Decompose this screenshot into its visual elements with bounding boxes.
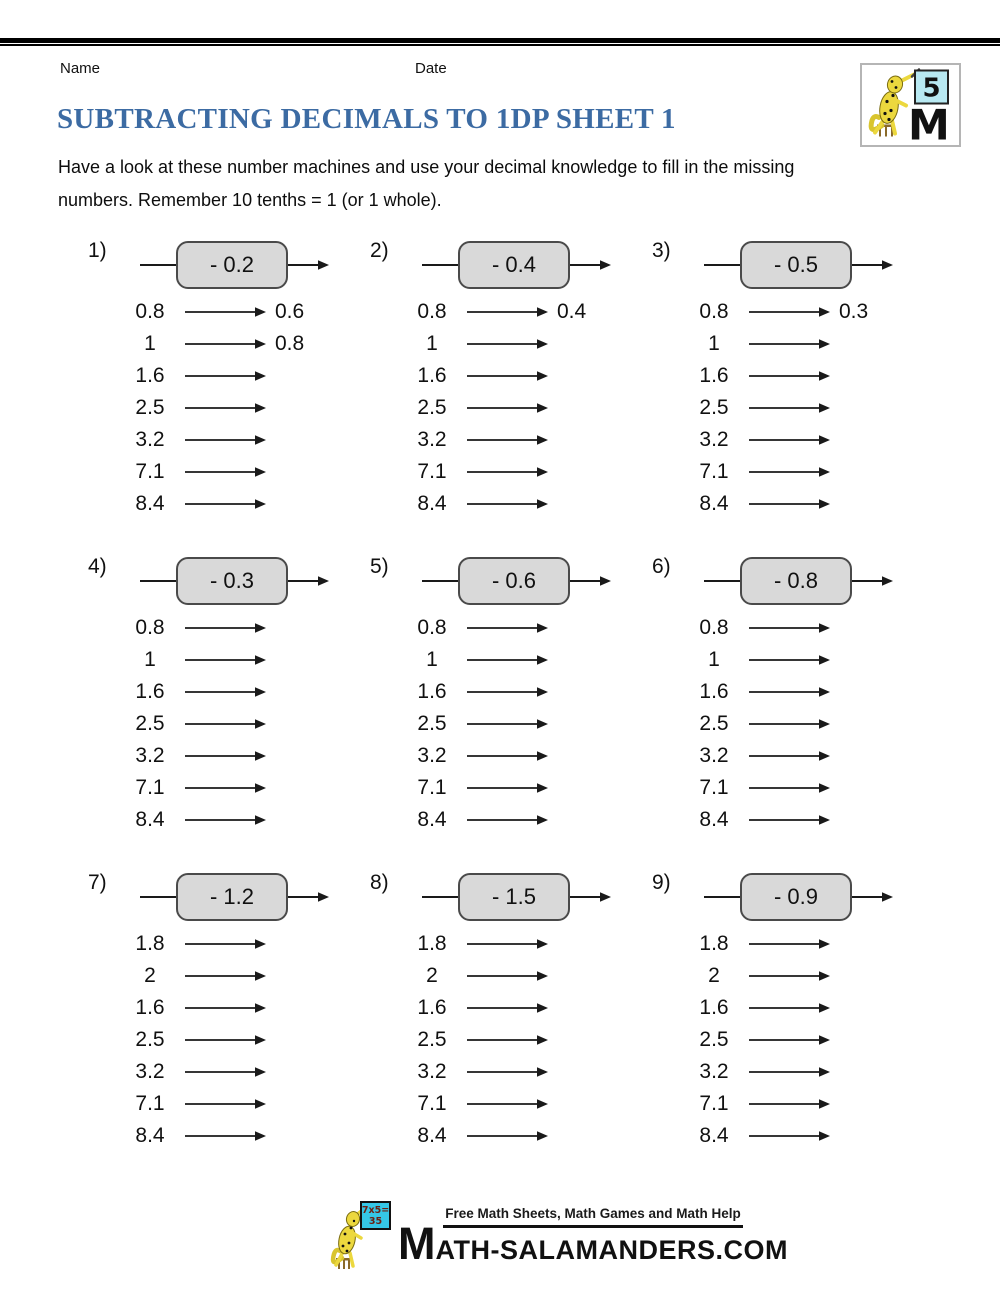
row-arrow-icon — [185, 498, 267, 510]
machine-row — [88, 360, 370, 392]
machine-row — [370, 612, 652, 644]
machine-row — [652, 676, 934, 708]
machine-row — [652, 1088, 934, 1120]
number-machine — [422, 241, 612, 289]
machine-output-arrow-icon — [852, 891, 894, 903]
row-arrow-icon — [467, 498, 549, 510]
row-arrow-icon — [467, 402, 549, 414]
machine-row — [652, 456, 934, 488]
machine-row — [370, 992, 652, 1024]
input-value: 0.8 — [699, 616, 729, 639]
machine-row — [88, 804, 370, 836]
row-arrow-icon — [185, 370, 267, 382]
machine-box — [740, 873, 852, 921]
row-arrow-icon — [749, 938, 831, 950]
machine-input-line — [140, 264, 176, 266]
input-value: 1 — [144, 648, 156, 671]
row-arrow-icon — [749, 498, 831, 510]
row-arrow-icon — [185, 1066, 267, 1078]
row-arrow-icon — [749, 782, 831, 794]
input-value: 1 — [708, 648, 720, 671]
input-value: 8.4 — [417, 808, 447, 831]
row-arrow-icon — [185, 1002, 267, 1014]
input-value: 1 — [426, 332, 438, 355]
row-arrow-icon — [749, 306, 831, 318]
number-machine — [704, 241, 894, 289]
input-value: 3.2 — [699, 428, 729, 451]
machine-box — [458, 557, 570, 605]
problem-rows — [370, 612, 652, 836]
row-arrow-icon — [185, 622, 267, 634]
brand-m-letter: M — [908, 100, 950, 145]
row-arrow-icon — [467, 782, 549, 794]
input-value: 7.1 — [699, 460, 729, 483]
row-arrow-icon — [185, 306, 267, 318]
problem-rows — [88, 296, 370, 520]
machine-row — [88, 328, 370, 360]
problem-number: 2) — [370, 239, 389, 262]
problem-header — [652, 234, 934, 296]
input-value: 7.1 — [417, 460, 447, 483]
row-arrow-icon — [749, 718, 831, 730]
machine-row — [652, 488, 934, 520]
grade-badge-logo — [860, 63, 961, 147]
machine-row — [652, 772, 934, 804]
machine-input-line — [704, 264, 740, 266]
machine-input-line — [704, 896, 740, 898]
problem-header — [88, 234, 370, 296]
problem-header — [370, 550, 652, 612]
row-arrow-icon — [467, 1066, 549, 1078]
instructions-line-1: Have a look at these number machines and use your decimal knowledge to fill in the missing — [58, 157, 795, 177]
machine-row — [370, 424, 652, 456]
output-value: 0.6 — [275, 300, 305, 323]
row-arrow-icon — [185, 402, 267, 414]
input-value: 8.4 — [699, 492, 729, 515]
footer-salamander-icon — [330, 1200, 394, 1274]
input-value: 3.2 — [699, 1060, 729, 1083]
machine-row — [88, 1056, 370, 1088]
input-value: 1.8 — [699, 932, 729, 955]
machine-row — [652, 928, 934, 960]
problem-header — [370, 866, 652, 928]
input-value: 1.6 — [699, 364, 729, 387]
row-arrow-icon — [467, 466, 549, 478]
row-arrow-icon — [749, 434, 831, 446]
machine-row — [370, 296, 652, 328]
problem — [370, 550, 652, 836]
input-value: 7.1 — [135, 1092, 165, 1115]
input-value: 0.8 — [135, 616, 165, 639]
problem-header — [652, 866, 934, 928]
row-arrow-icon — [185, 1098, 267, 1110]
machine-operation-label: - 1.2 — [209, 884, 255, 909]
problem-number: 8) — [370, 871, 389, 894]
machine-row — [370, 1088, 652, 1120]
input-value: 2.5 — [417, 396, 447, 419]
input-value: 8.4 — [135, 492, 165, 515]
row-arrow-icon — [185, 938, 267, 950]
top-divider-thick-line — [0, 38, 1000, 43]
row-arrow-icon — [467, 1130, 549, 1142]
machine-row — [370, 1056, 652, 1088]
row-arrow-icon — [185, 338, 267, 350]
row-arrow-icon — [749, 814, 831, 826]
number-machine — [140, 241, 330, 289]
problem-number: 7) — [88, 871, 107, 894]
row-arrow-icon — [749, 970, 831, 982]
problem-rows — [88, 928, 370, 1152]
row-arrow-icon — [185, 1130, 267, 1142]
input-value: 2.5 — [417, 712, 447, 735]
input-value: 1.6 — [135, 680, 165, 703]
machine-box — [458, 873, 570, 921]
machine-input-line — [140, 580, 176, 582]
input-value: 2 — [144, 964, 156, 987]
machine-row — [652, 296, 934, 328]
row-arrow-icon — [467, 1098, 549, 1110]
input-value: 0.8 — [699, 300, 729, 323]
machine-row — [88, 740, 370, 772]
machine-output-arrow-icon — [288, 891, 330, 903]
problems-grid — [88, 234, 934, 1152]
row-arrow-icon — [467, 338, 549, 350]
machine-row — [652, 1024, 934, 1056]
number-machine — [704, 873, 894, 921]
input-value: 8.4 — [699, 808, 729, 831]
machine-row — [88, 992, 370, 1024]
input-value: 7.1 — [417, 1092, 447, 1115]
input-value: 7.1 — [417, 776, 447, 799]
input-value: 1.6 — [417, 680, 447, 703]
problem-header — [88, 866, 370, 928]
row-arrow-icon — [467, 750, 549, 762]
problem — [88, 866, 370, 1152]
problem-rows — [370, 296, 652, 520]
machine-row — [370, 456, 652, 488]
input-value: 1 — [708, 332, 720, 355]
machine-row — [88, 708, 370, 740]
problem — [370, 866, 652, 1152]
row-arrow-icon — [185, 1034, 267, 1046]
board-sum-line2: 35 — [368, 1216, 383, 1227]
machine-input-line — [422, 264, 458, 266]
row-arrow-icon — [467, 718, 549, 730]
input-value: 8.4 — [135, 1124, 165, 1147]
row-arrow-icon — [749, 1034, 831, 1046]
machine-row — [652, 644, 934, 676]
machine-row — [370, 392, 652, 424]
machine-row — [652, 424, 934, 456]
row-arrow-icon — [749, 466, 831, 478]
input-value: 8.4 — [135, 808, 165, 831]
input-value: 2 — [708, 964, 720, 987]
footer-tagline: Free Math Sheets, Math Games and Math Help — [445, 1206, 741, 1221]
input-value: 2.5 — [417, 1028, 447, 1051]
date-label: Date — [415, 60, 447, 77]
machine-input-line — [422, 580, 458, 582]
name-label: Name — [60, 60, 101, 77]
machine-row — [652, 360, 934, 392]
row-arrow-icon — [467, 306, 549, 318]
machine-row — [652, 1056, 934, 1088]
machine-box — [176, 873, 288, 921]
machine-row — [370, 1120, 652, 1152]
top-divider — [0, 38, 1000, 46]
input-value: 3.2 — [135, 428, 165, 451]
machine-output-arrow-icon — [570, 259, 612, 271]
row-arrow-icon — [467, 970, 549, 982]
problem-rows — [652, 612, 934, 836]
problem-rows — [88, 612, 370, 836]
input-value: 1.8 — [135, 932, 165, 955]
footer-wordmark — [398, 1218, 788, 1269]
badge-number: 5 — [922, 73, 941, 104]
problem — [88, 234, 370, 520]
row-arrow-icon — [749, 1066, 831, 1078]
machine-operation-label: - 0.8 — [773, 568, 819, 593]
machine-operation-label: - 0.3 — [209, 568, 255, 593]
row-arrow-icon — [467, 814, 549, 826]
input-value: 8.4 — [417, 492, 447, 515]
input-value: 8.4 — [699, 1124, 729, 1147]
machine-row — [88, 676, 370, 708]
machine-row — [370, 740, 652, 772]
machine-input-line — [422, 896, 458, 898]
top-divider-thin-line — [0, 44, 1000, 46]
row-arrow-icon — [467, 686, 549, 698]
row-arrow-icon — [749, 1002, 831, 1014]
row-arrow-icon — [749, 1098, 831, 1110]
row-arrow-icon — [467, 654, 549, 666]
row-arrow-icon — [749, 338, 831, 350]
problem-number: 4) — [88, 555, 107, 578]
problem — [652, 550, 934, 836]
machine-operation-label: - 1.5 — [491, 884, 537, 909]
machine-operation-label: - 0.6 — [491, 568, 537, 593]
number-machine — [140, 873, 330, 921]
machine-row — [652, 392, 934, 424]
row-arrow-icon — [467, 938, 549, 950]
input-value: 1.6 — [417, 996, 447, 1019]
input-value: 2.5 — [699, 712, 729, 735]
input-value: 1.6 — [699, 680, 729, 703]
machine-row — [370, 328, 652, 360]
row-arrow-icon — [467, 370, 549, 382]
input-value: 0.8 — [417, 300, 447, 323]
machine-output-arrow-icon — [288, 259, 330, 271]
machine-row — [652, 328, 934, 360]
input-value: 8.4 — [417, 1124, 447, 1147]
problem-rows — [370, 928, 652, 1152]
wordmark-m: M — [398, 1218, 436, 1269]
machine-row — [88, 960, 370, 992]
instructions — [58, 151, 794, 217]
machine-row — [88, 456, 370, 488]
input-value: 3.2 — [417, 1060, 447, 1083]
machine-row — [88, 424, 370, 456]
input-value: 1.6 — [417, 364, 447, 387]
row-arrow-icon — [749, 622, 831, 634]
machine-row — [88, 392, 370, 424]
input-value: 2.5 — [135, 396, 165, 419]
row-arrow-icon — [185, 970, 267, 982]
input-value: 7.1 — [135, 776, 165, 799]
input-value: 7.1 — [699, 776, 729, 799]
output-value: 0.8 — [275, 332, 305, 355]
row-arrow-icon — [749, 654, 831, 666]
input-value: 3.2 — [699, 744, 729, 767]
machine-row — [88, 1024, 370, 1056]
machine-row — [88, 296, 370, 328]
input-value: 0.8 — [135, 300, 165, 323]
input-value: 1.6 — [699, 996, 729, 1019]
machine-box — [740, 241, 852, 289]
input-value: 7.1 — [699, 1092, 729, 1115]
problem-number: 5) — [370, 555, 389, 578]
machine-row — [652, 960, 934, 992]
machine-row — [88, 488, 370, 520]
machine-output-arrow-icon — [288, 575, 330, 587]
machine-row — [370, 960, 652, 992]
output-value: 0.3 — [839, 300, 869, 323]
machine-row — [370, 360, 652, 392]
machine-box — [176, 241, 288, 289]
machine-output-arrow-icon — [852, 575, 894, 587]
row-arrow-icon — [467, 434, 549, 446]
input-value: 3.2 — [135, 1060, 165, 1083]
machine-row — [652, 804, 934, 836]
input-value: 1 — [144, 332, 156, 355]
problem-header — [652, 550, 934, 612]
row-arrow-icon — [185, 782, 267, 794]
input-value: 2 — [426, 964, 438, 987]
machine-row — [88, 612, 370, 644]
salamander-badge-icon — [862, 65, 959, 145]
row-arrow-icon — [749, 402, 831, 414]
machine-operation-label: - 0.9 — [773, 884, 819, 909]
wordmark-rest: ATH-SALAMANDERS.COM — [435, 1235, 788, 1265]
machine-box — [176, 557, 288, 605]
instructions-line-2: numbers. Remember 10 tenths = 1 (or 1 whole). — [58, 190, 442, 210]
number-machine — [140, 557, 330, 605]
machine-row — [652, 992, 934, 1024]
machine-box — [458, 241, 570, 289]
machine-operation-label: - 0.5 — [773, 252, 819, 277]
machine-row — [370, 708, 652, 740]
row-arrow-icon — [185, 434, 267, 446]
problem-number: 3) — [652, 239, 671, 262]
input-value: 1 — [426, 648, 438, 671]
input-value: 2.5 — [135, 712, 165, 735]
output-value: 0.4 — [557, 300, 587, 323]
row-arrow-icon — [185, 814, 267, 826]
page-title: SUBTRACTING DECIMALS TO 1DP SHEET 1 — [57, 103, 676, 135]
machine-row — [88, 928, 370, 960]
row-arrow-icon — [185, 654, 267, 666]
machine-operation-label: - 0.2 — [209, 252, 255, 277]
machine-row — [652, 708, 934, 740]
row-arrow-icon — [185, 718, 267, 730]
row-arrow-icon — [467, 622, 549, 634]
machine-operation-label: - 0.4 — [491, 252, 537, 277]
problem — [88, 550, 370, 836]
machine-row — [370, 804, 652, 836]
input-value: 7.1 — [135, 460, 165, 483]
machine-row — [370, 1024, 652, 1056]
machine-row — [88, 772, 370, 804]
problem-number: 9) — [652, 871, 671, 894]
problem-number: 6) — [652, 555, 671, 578]
input-value: 2.5 — [135, 1028, 165, 1051]
machine-row — [370, 676, 652, 708]
input-value: 2.5 — [699, 1028, 729, 1051]
problem-rows — [652, 296, 934, 520]
row-arrow-icon — [467, 1034, 549, 1046]
row-arrow-icon — [185, 750, 267, 762]
input-value: 3.2 — [135, 744, 165, 767]
number-machine — [422, 557, 612, 605]
machine-output-arrow-icon — [570, 575, 612, 587]
input-value: 3.2 — [417, 428, 447, 451]
row-arrow-icon — [749, 1130, 831, 1142]
problem-number: 1) — [88, 239, 107, 262]
machine-row — [370, 644, 652, 676]
row-arrow-icon — [749, 686, 831, 698]
machine-input-line — [704, 580, 740, 582]
problem — [652, 866, 934, 1152]
machine-row — [370, 488, 652, 520]
row-arrow-icon — [185, 466, 267, 478]
input-value: 2.5 — [699, 396, 729, 419]
input-value: 1.6 — [135, 996, 165, 1019]
problem-header — [88, 550, 370, 612]
footer-brand — [330, 1200, 788, 1274]
row-arrow-icon — [467, 1002, 549, 1014]
problem-header — [370, 234, 652, 296]
problem-rows — [652, 928, 934, 1152]
input-value: 1.6 — [135, 364, 165, 387]
input-value: 3.2 — [417, 744, 447, 767]
input-value: 1.8 — [417, 932, 447, 955]
input-value: 0.8 — [417, 616, 447, 639]
machine-box — [740, 557, 852, 605]
machine-row — [88, 1088, 370, 1120]
machine-row — [88, 1120, 370, 1152]
problem — [652, 234, 934, 520]
machine-input-line — [140, 896, 176, 898]
machine-row — [652, 1120, 934, 1152]
machine-row — [652, 612, 934, 644]
machine-row — [88, 644, 370, 676]
number-machine — [422, 873, 612, 921]
machine-output-arrow-icon — [852, 259, 894, 271]
row-arrow-icon — [185, 686, 267, 698]
machine-output-arrow-icon — [570, 891, 612, 903]
problem — [370, 234, 652, 520]
row-arrow-icon — [749, 370, 831, 382]
machine-row — [652, 740, 934, 772]
machine-row — [370, 928, 652, 960]
board-sum-line1: 7x5= — [361, 1205, 390, 1216]
row-arrow-icon — [749, 750, 831, 762]
number-machine — [704, 557, 894, 605]
machine-row — [370, 772, 652, 804]
